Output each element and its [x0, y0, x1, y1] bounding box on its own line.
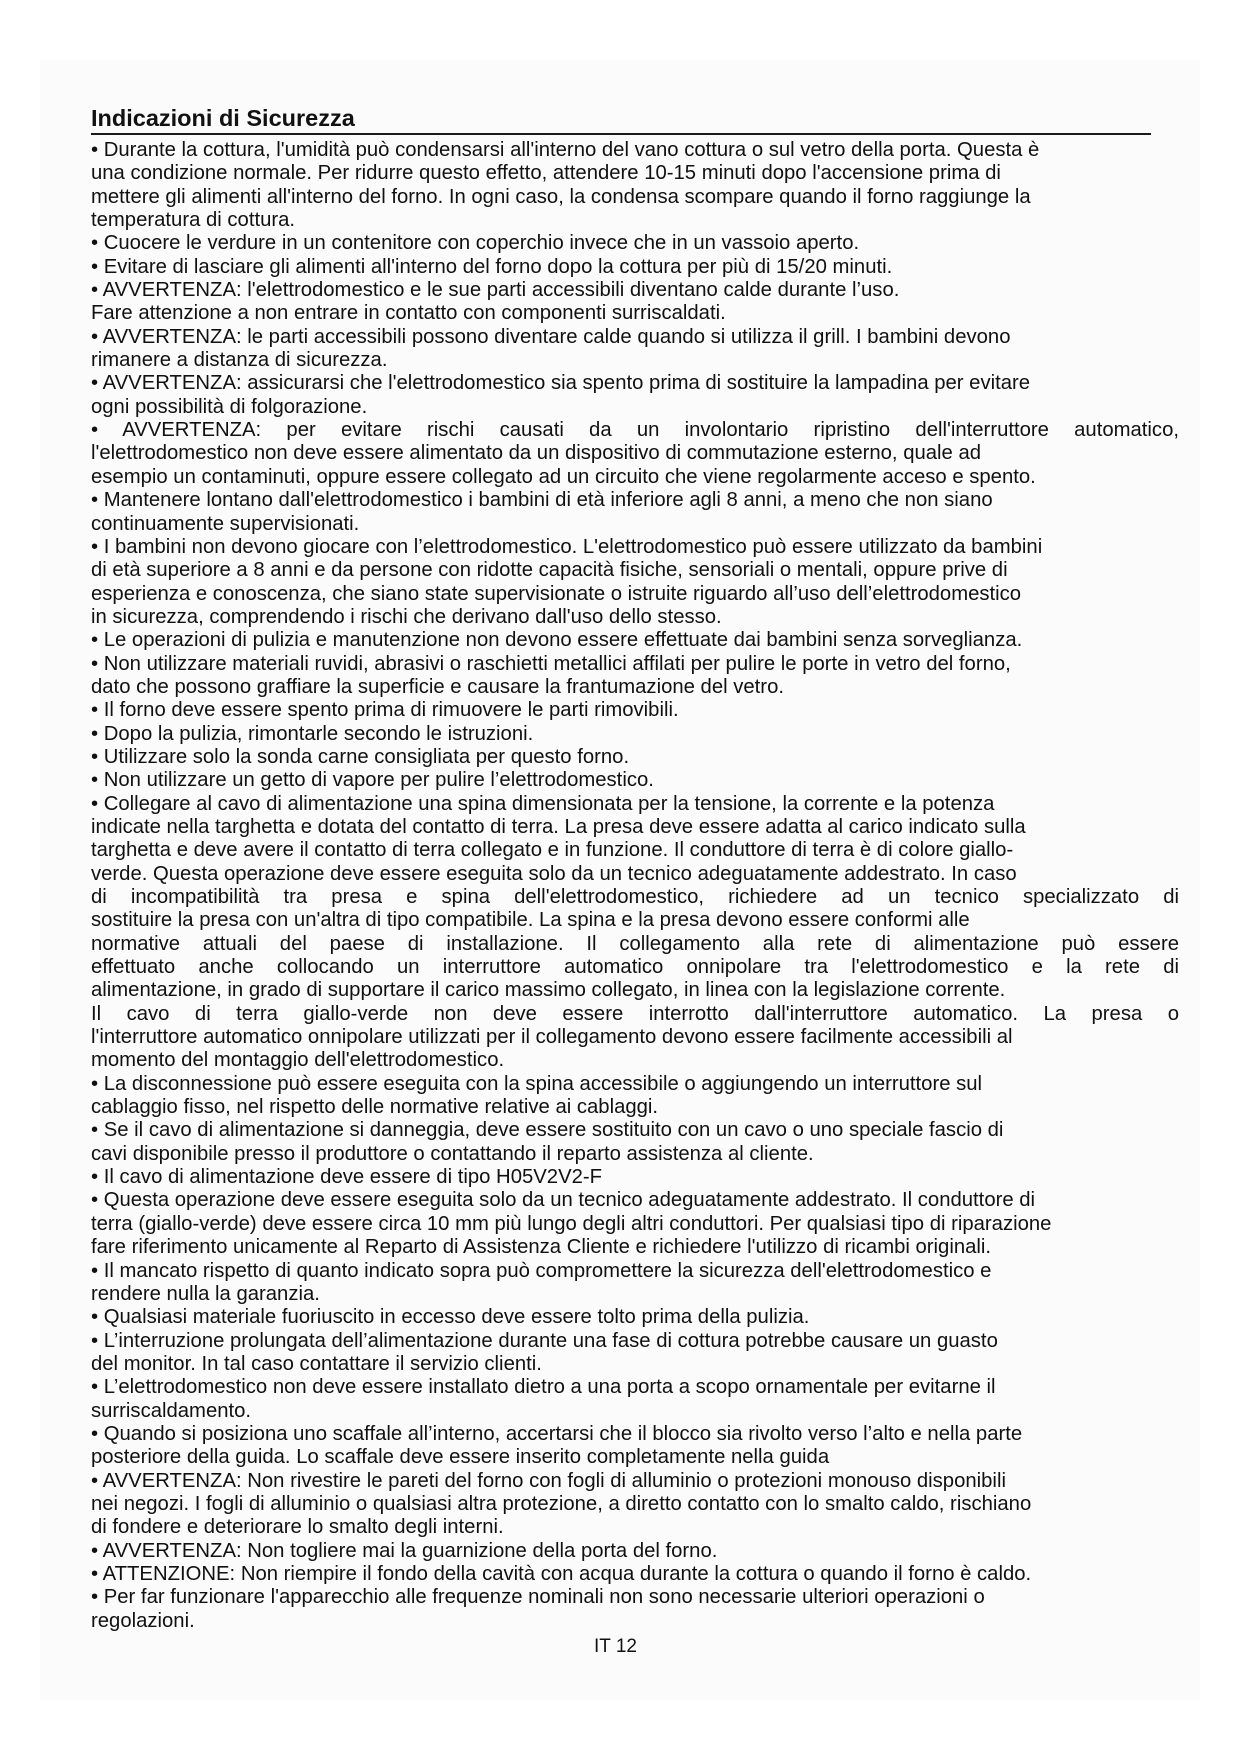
text-line: • La disconnessione può essere eseguita con la spina accessibile o aggiungendo un interruttore sul	[91, 1072, 983, 1095]
document-content	[91, 104, 1206, 1633]
text-line: Il cavo di terra giallo-verde non deve essere interrotto dall'interruttore automatico. La presa o	[91, 1002, 1179, 1025]
text-line: • Mantenere lontano dall'elettrodomestico i bambini di età inferiore agli 8 anni, a meno che non siano	[91, 489, 993, 512]
text-line: • Evitare di lasciare gli alimenti all'interno del forno dopo la cottura per più di 15/20 minuti.	[91, 255, 893, 278]
text-line: • Questa operazione deve essere eseguita solo da un tecnico adeguatamente addestrato. Il conduttore di	[91, 1189, 1036, 1212]
text-line: alimentazione, in grado di supportare il carico massimo collegato, in linea con la legislazione corrente.	[91, 979, 1006, 1002]
text-line: cablaggio fisso, nel rispetto delle normative relative ai cablaggi.	[91, 1096, 659, 1119]
text-line: rimanere a distanza di sicurezza.	[91, 349, 388, 372]
text-line: • Qualsiasi materiale fuoriuscito in eccesso deve essere tolto prima della pulizia.	[91, 1306, 810, 1329]
safety-instructions	[91, 139, 1206, 1633]
text-line: indicate nella targhetta e dotata del contatto di terra. La presa deve essere adatta al carico indicato sulla	[91, 815, 1026, 838]
section-title: Indicazioni di Sicurezza	[91, 104, 1151, 135]
text-line: • Non utilizzare un getto di vapore per pulire l’elettrodomestico.	[91, 769, 654, 792]
text-line: • AVVERTENZA: per evitare rischi causati da un involontario ripristino dell'interruttore automatico,	[91, 419, 1179, 442]
text-line: regolazioni.	[91, 1609, 195, 1632]
text-line: esperienza e conoscenza, che siano state supervisionate o istruite riguardo all’uso dell’elettrodomestico	[91, 582, 1022, 605]
text-line: • I bambini non devono giocare con l’elettrodomestico. L'elettrodomestico può essere utilizzato da bambini	[91, 535, 1043, 558]
text-line: temperatura di cottura.	[91, 209, 296, 232]
text-line: • L’interruzione prolungata dell’alimentazione durante una fase di cottura potrebbe causare un guasto	[91, 1329, 998, 1352]
text-line: esempio un contaminuti, oppure essere collegato ad un circuito che viene regolarmente acceso e spento.	[91, 465, 1036, 488]
text-line: di fondere e deteriorare lo smalto degli interni.	[91, 1516, 504, 1539]
page-number: IT 12	[594, 1636, 637, 1657]
text-line: surriscaldamento.	[91, 1399, 252, 1422]
text-line: l'elettrodomestico non deve essere alimentato da un dispositivo di commutazione esterno, quale ad	[91, 442, 982, 465]
text-line: terra (giallo-verde) deve essere circa 10 mm più lungo degli altri conduttori. Per qualsiasi tipo di riparazione	[91, 1212, 1052, 1235]
text-line: • AVVERTENZA: l'elettrodomestico e le sue parti accessibili diventano calde durante l’uso.	[91, 279, 900, 302]
text-line: momento del montaggio dell'elettrodomestico.	[91, 1049, 505, 1072]
text-line: • L’elettrodomestico non deve essere installato dietro a una porta a scopo ornamentale per evitarne il	[91, 1376, 996, 1399]
text-line: • Il forno deve essere spento prima di rimuovere le parti rimovibili.	[91, 699, 679, 722]
text-line: • ATTENZIONE: Non riempire il fondo della cavità con acqua durante la cottura o quando il forno è caldo.	[91, 1562, 1032, 1585]
text-line: ogni possibilità di folgorazione.	[91, 395, 368, 418]
text-line: fare riferimento unicamente al Reparto di Assistenza Cliente e richiedere l'utilizzo di ricambi originali.	[91, 1236, 992, 1259]
text-line: • Utilizzare solo la sonda carne consigliata per questo forno.	[91, 745, 630, 768]
text-line: • AVVERTENZA: le parti accessibili possono diventare calde quando si utilizza il grill. I bambini devono	[91, 325, 1011, 348]
text-line: continuamente supervisionati.	[91, 512, 360, 535]
text-line: una condizione normale. Per ridurre questo effetto, attendere 10-15 minuti dopo l'accensione prima di	[91, 162, 1001, 185]
text-line: mettere gli alimenti all'interno del forno. In ogni caso, la condensa scompare quando il forno raggiunge la	[91, 185, 1031, 208]
text-line: verde. Questa operazione deve essere eseguita solo da un tecnico adeguatamente addestrato. In caso	[91, 862, 1017, 885]
text-line: rendere nulla la garanzia.	[91, 1282, 320, 1305]
text-line: • Durante la cottura, l'umidità può condensarsi all'interno del vano cottura o sul vetro della porta. Questa è	[91, 139, 1040, 161]
text-line: • AVVERTENZA: assicurarsi che l'elettrodomestico sia spento prima di sostituire la lampadina per evitare	[91, 372, 1031, 395]
text-line: • Il cavo di alimentazione deve essere di tipo H05V2V2-F	[91, 1166, 603, 1189]
text-line: l'interruttore automatico onnipolare utilizzati per il collegamento devono essere facilmente accessibili al	[91, 1026, 1013, 1049]
text-line: • AVVERTENZA: Non togliere mai la guarnizione della porta del forno.	[91, 1539, 718, 1562]
text-line: • Se il cavo di alimentazione si danneggia, deve essere sostituito con un cavo o uno speciale fascio di	[91, 1119, 1004, 1142]
text-line: • Le operazioni di pulizia e manutenzione non devono essere effettuate dai bambini senza sorveglianza.	[91, 629, 1023, 652]
text-line: • Per far funzionare l'apparecchio alle frequenze nominali non sono necessarie ulteriori operazioni o	[91, 1586, 985, 1609]
text-line: targhetta e deve avere il contatto di terra collegato e in funzione. Il conduttore di terra è di colore giallo-	[91, 839, 1014, 862]
text-line: posteriore della guida. Lo scaffale deve essere inserito completamente nella guida	[91, 1446, 830, 1469]
text-line: in sicurezza, comprendendo i rischi che derivano dall'uso dello stesso.	[91, 605, 722, 628]
text-line: • Collegare al cavo di alimentazione una spina dimensionata per la tensione, la corrente e la potenza	[91, 792, 995, 815]
text-line: nei negozi. I fogli di alluminio o qualsiasi altra protezione, a diretto contatto con lo smalto caldo, rischiano	[91, 1492, 1032, 1515]
text-line: Fare attenzione a non entrare in contatto con componenti surriscaldati.	[91, 302, 726, 325]
text-line: • Dopo la pulizia, rimontarle secondo le istruzioni.	[91, 722, 534, 745]
text-line: normative attuali del paese di installazione. Il collegamento alla rete di alimentazione può essere	[91, 932, 1179, 955]
text-line: dato che possono graffiare la superficie e causare la frantumazione del vetro.	[91, 675, 784, 698]
text-line: del monitor. In tal caso contattare il servizio clienti.	[91, 1352, 542, 1375]
text-line: effettuato anche collocando un interruttore automatico onnipolare tra l'elettrodomestico e la rete di	[91, 956, 1179, 979]
text-line: di incompatibilità tra presa e spina dell'elettrodomestico, richiedere ad un tecnico specializzato di	[91, 886, 1179, 908]
text-line: • Quando si posiziona uno scaffale all’interno, accertarsi che il blocco sia rivolto verso l’alto e nella parte	[91, 1422, 1023, 1445]
text-line: di età superiore a 8 anni e da persone con ridotte capacità fisiche, sensoriali o mentali, oppure prive di	[91, 559, 1008, 582]
text-line: • AVVERTENZA: Non rivestire le pareti del forno con fogli di alluminio o protezioni monouso disponibili	[91, 1469, 1006, 1492]
text-line: cavi disponibile presso il produttore o contattando il reparto assistenza al cliente.	[91, 1142, 814, 1165]
text-line: sostituire la presa con un'altra di tipo compatibile. La spina e la presa devono essere conformi alle	[91, 909, 970, 932]
text-line: • Cuocere le verdure in un contenitore con coperchio invece che in un vassoio aperto.	[91, 232, 860, 255]
text-line: • Non utilizzare materiali ruvidi, abrasivi o raschietti metallici affilati per pulire le porte in vetro del forno,	[91, 652, 1011, 675]
text-line: • Il mancato rispetto di quanto indicato sopra può compromettere la sicurezza dell'elettrodomestico e	[91, 1259, 992, 1282]
